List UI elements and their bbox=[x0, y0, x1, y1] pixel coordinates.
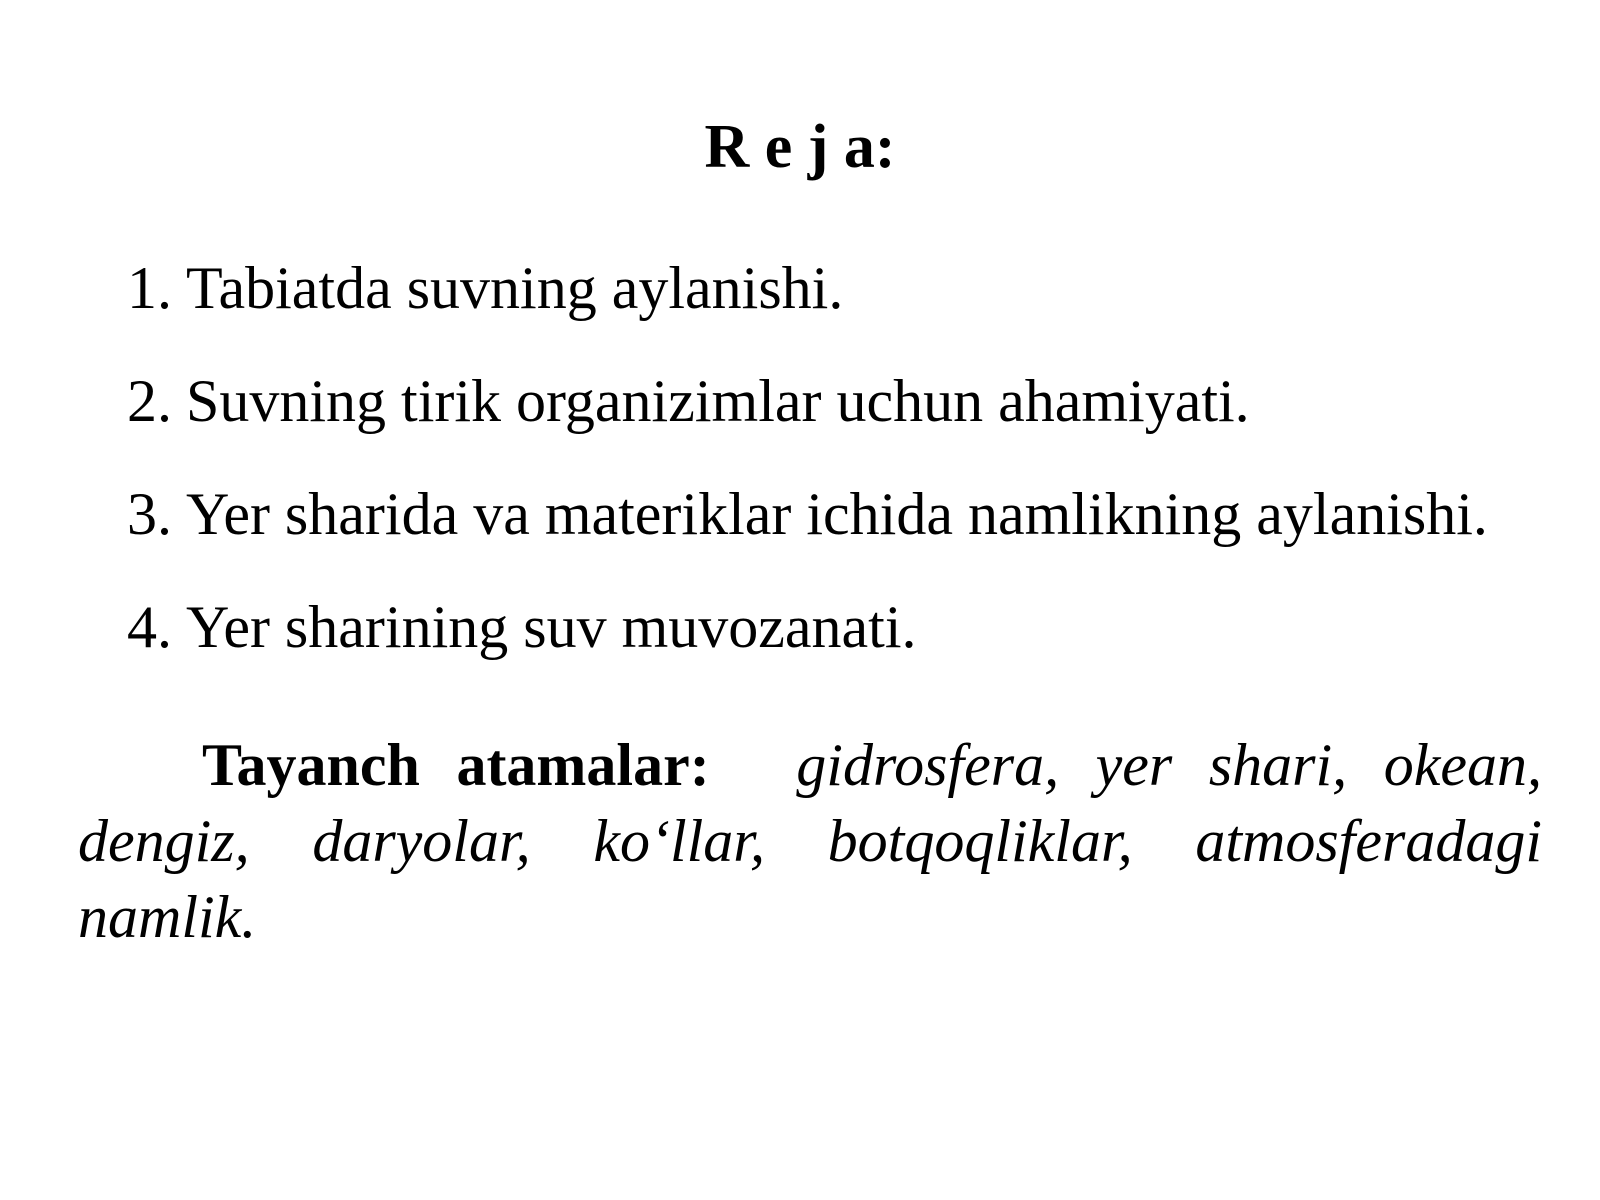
plan-item-number: 4. bbox=[127, 594, 172, 660]
plan-item-2 bbox=[127, 365, 1567, 478]
plan-item-number: 3. bbox=[127, 481, 172, 547]
plan-item-4 bbox=[127, 591, 1567, 704]
slide-title: R e j a: bbox=[704, 113, 896, 181]
keywords-label: Tayanch atamalar: bbox=[202, 732, 710, 798]
keywords-paragraph bbox=[78, 727, 1542, 955]
keywords-terms: gidrosfera, yer shari, okean, dengiz, daryolar, ko‘llar, botqoqliklar, atmosferadagi namlik. bbox=[78, 732, 1543, 950]
plan-item-text: Suvning tirik organizimlar uchun ahamiyati. bbox=[186, 368, 1250, 434]
plan-item-1 bbox=[127, 252, 1567, 365]
plan-item-text: Yer sharining suv muvozanati. bbox=[186, 594, 917, 660]
plan-item-3 bbox=[127, 478, 1567, 591]
plan-list bbox=[127, 252, 1567, 704]
plan-item-text: Yer sharida va materiklar ichida namlikning aylanishi. bbox=[186, 481, 1488, 547]
plan-item-text: Tabiatda suvning aylanishi. bbox=[186, 255, 844, 321]
plan-item-number: 1. bbox=[127, 255, 172, 321]
plan-item-number: 2. bbox=[127, 368, 172, 434]
